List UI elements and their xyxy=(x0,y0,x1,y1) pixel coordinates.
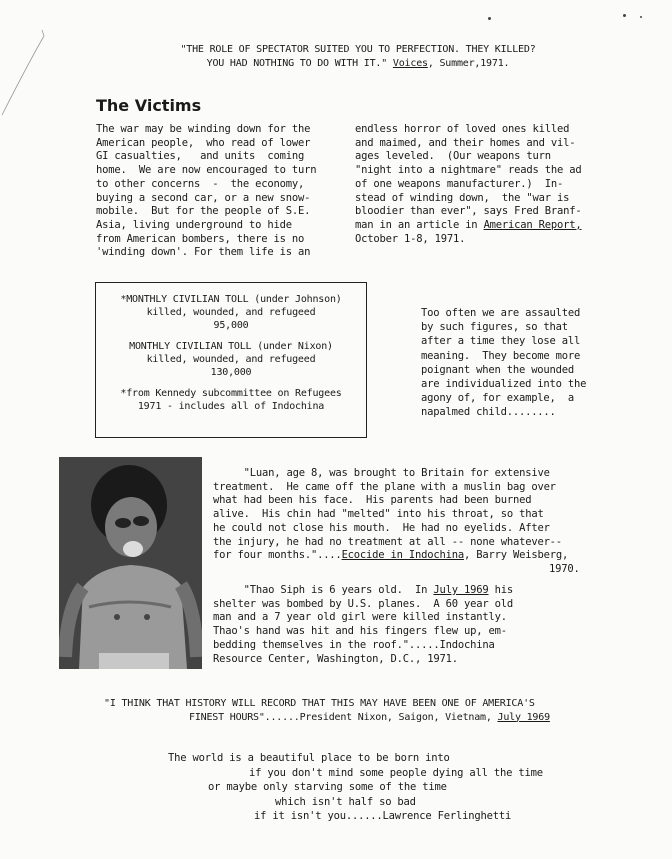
poem-line: or maybe only starving some of the time xyxy=(208,781,447,793)
epigraph xyxy=(118,43,598,71)
johnson-toll-value: 95,000 xyxy=(213,320,249,331)
quote-author: , Barry Weisberg, xyxy=(464,549,569,562)
article-source: American Report, xyxy=(483,218,582,231)
side-note-line: by such figures, so that xyxy=(421,321,568,334)
quote-line: man and a 7 year old girl were killed instantly. xyxy=(213,611,507,624)
quote-line: alive. His chin had "melted" into his throat, so that xyxy=(213,508,544,521)
quote-line xyxy=(213,549,613,563)
paragraph-line: GI casualties, and units coming xyxy=(96,150,305,163)
paragraph-line: mobile. But for the people of S.E. xyxy=(96,205,311,218)
quote-line-text: FINEST HOURS"......President Nixon, Saigon, Vietnam, xyxy=(189,711,498,723)
johnson-toll-desc: killed, wounded, and refugeed xyxy=(146,307,316,318)
toll-footnote: *from Kennedy subcommittee on Refugees xyxy=(120,388,342,399)
quote-line: "I THINK THAT HISTORY WILL RECORD THAT THIS MAY HAVE BEEN ONE OF AMERICA'S xyxy=(104,698,535,709)
paragraph-line: home. We are now encouraged to turn xyxy=(96,164,317,177)
paragraph-line: endless horror of loved ones killed xyxy=(355,123,570,135)
paragraph-line: The war may be winding down for the xyxy=(96,123,311,135)
quote-line: Thao's hand was hit and his fingers flew up, em- xyxy=(213,625,507,638)
paragraph-line-text: man in an article in xyxy=(355,218,484,231)
civilian-toll-box xyxy=(95,282,367,438)
side-note-line: napalmed child........ xyxy=(421,406,556,419)
quote-line xyxy=(104,711,624,725)
spacer xyxy=(96,332,366,340)
quote-line-text: "Thao Siph is 6 years old. In xyxy=(213,584,434,596)
quote-date: July 1969 xyxy=(497,711,550,723)
quote-line: shelter was bombed by U.S. planes. A 60 year old xyxy=(213,597,513,610)
paragraph-line: "night into a nightmare" reads the ad xyxy=(355,164,582,177)
quote-line: Resource Center, Washington, D.C., 1971. xyxy=(213,652,458,665)
paragraph-line: from American bombers, there is no xyxy=(96,232,305,245)
quote-line: treatment. He came off the plane with a muslin bag over xyxy=(213,480,556,493)
spacer xyxy=(96,379,366,387)
epigraph-source: Voices xyxy=(392,58,428,69)
paragraph-line: to other concerns - the economy, xyxy=(96,177,305,190)
ferlinghetti-poem xyxy=(168,751,588,824)
page-title: The Victims xyxy=(96,96,202,115)
poem-line: The world is a beautiful place to be born into xyxy=(168,752,450,764)
paragraph-line: October 1-8, 1971. xyxy=(355,232,466,245)
scan-mark xyxy=(640,16,642,18)
side-note-line: are individualized into the xyxy=(421,378,587,391)
intro-left-column xyxy=(96,123,341,260)
nixon-quote xyxy=(104,697,624,724)
side-note-line: Too often we are assaulted xyxy=(421,307,581,319)
poem-line: if it isn't you......Lawrence Ferlinghetti xyxy=(254,810,512,822)
toll-footnote: 1971 - includes all of Indochina xyxy=(137,401,325,412)
epigraph-line-1: "THE ROLE OF SPECTATOR SUITED YOU TO PERFECTION. THEY KILLED? xyxy=(180,44,536,55)
paragraph-line xyxy=(355,219,615,233)
side-note-line: agony of, for example, a xyxy=(421,392,575,405)
nixon-toll-heading: MONTHLY CIVILIAN TOLL (under Nixon) xyxy=(129,341,333,352)
johnson-toll-heading: *MONTHLY CIVILIAN TOLL (under Johnson) xyxy=(120,294,342,305)
scan-mark xyxy=(623,14,626,17)
side-note-line: poignant when the wounded xyxy=(421,363,575,376)
luan-quote xyxy=(213,467,613,577)
quote-line: bedding themselves in the roof.".....Indochina xyxy=(213,638,495,651)
quote-line: what had been his face. His parents had been burned xyxy=(213,494,532,507)
thao-quote xyxy=(213,584,613,666)
paragraph-line: Asia, living underground to hide xyxy=(96,218,292,231)
side-note-line: meaning. They become more xyxy=(421,349,581,362)
quote-line-text: for four months.".... xyxy=(213,549,342,562)
paragraph-line: of one weapons manufacturer.) In- xyxy=(355,177,564,190)
book-title: Ecocide in Indochina xyxy=(341,549,464,562)
poem-line: which isn't half so bad xyxy=(275,795,416,808)
quote-line: the injury, he had no treatment at all -- none whatever-- xyxy=(213,535,562,548)
nixon-toll-desc: killed, wounded, and refugeed xyxy=(146,354,316,365)
paragraph-line: American people, who read of lower xyxy=(96,136,311,149)
nixon-toll-value: 130,000 xyxy=(210,367,252,378)
quote-line xyxy=(213,584,613,598)
intro-right-column xyxy=(355,123,615,246)
quote-line: he could not close his mouth. He had no eyelids. After xyxy=(213,521,550,534)
victim-photo xyxy=(59,457,202,669)
side-note xyxy=(421,306,621,420)
paragraph-line: stead of winding down, the "war is xyxy=(355,191,570,204)
paragraph-line: 'winding down'. For them life is an xyxy=(96,246,311,259)
paragraph-line: buying a second car, or a new snow- xyxy=(96,191,311,204)
scan-mark xyxy=(488,17,491,20)
quote-date: July 1969 xyxy=(433,584,489,596)
quote-line: "Luan, age 8, was brought to Britain for extensive xyxy=(213,467,550,479)
scan-edge-line xyxy=(0,0,60,120)
side-note-line: after a time they lose all xyxy=(421,335,581,348)
paragraph-line: and maimed, and their homes and vil- xyxy=(355,136,576,149)
quote-line-text: his xyxy=(488,584,513,596)
epigraph-date: , Summer,1971. xyxy=(427,58,510,69)
paragraph-line: bloodier than ever", says Fred Branf- xyxy=(355,205,582,218)
victim-photo-illustration xyxy=(59,457,202,669)
quote-year: 1970. xyxy=(549,562,580,575)
paragraph-line: ages leveled. (Our weapons turn xyxy=(355,150,551,163)
poem-line: if you don't mind some people dying all the time xyxy=(249,766,543,779)
epigraph-line-2: YOU HAD NOTHING TO DO WITH IT." xyxy=(206,58,393,69)
